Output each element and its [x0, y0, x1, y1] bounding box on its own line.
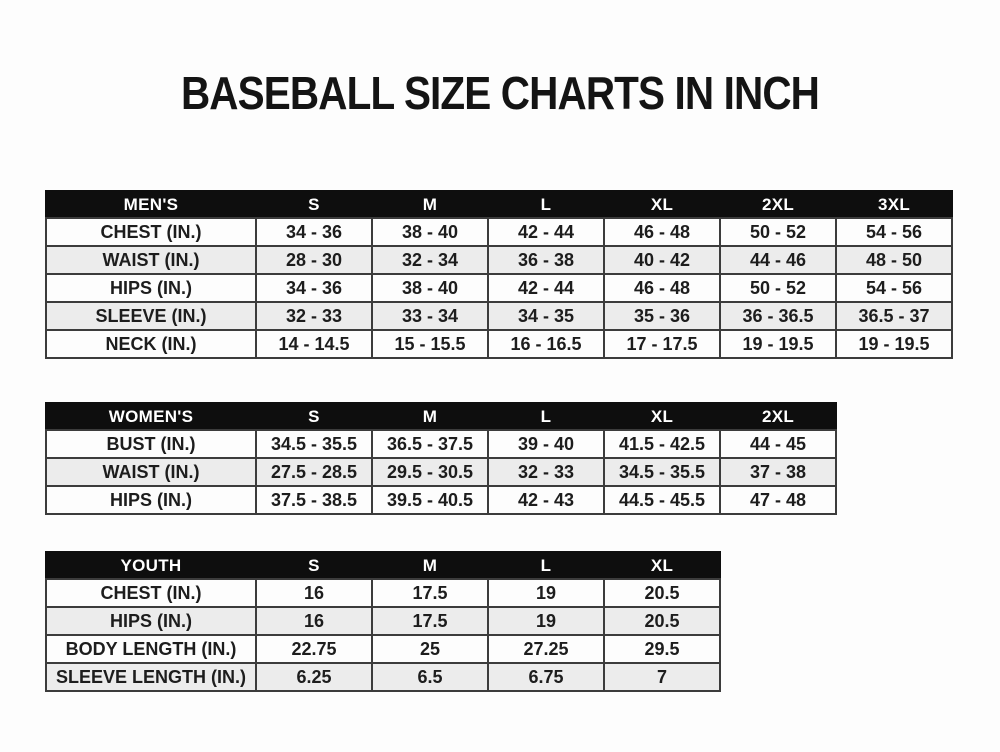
row-label: BODY LENGTH (IN.) [46, 635, 256, 663]
table-title-cell: MEN'S [46, 191, 256, 218]
size-value-cell: 44.5 - 45.5 [604, 486, 720, 514]
size-column-header: 2XL [720, 403, 836, 430]
size-value-cell: 44 - 46 [720, 246, 836, 274]
youth-size-table [45, 551, 721, 692]
size-value-cell: 17.5 [372, 579, 488, 607]
row-label: HIPS (IN.) [46, 607, 256, 635]
measurement-row [46, 330, 952, 358]
size-value-cell: 50 - 52 [720, 218, 836, 246]
size-value-cell: 16 [256, 579, 372, 607]
table-title-cell: YOUTH [46, 552, 256, 579]
size-value-cell: 19 - 19.5 [720, 330, 836, 358]
size-value-cell: 38 - 40 [372, 218, 488, 246]
size-value-cell: 19 - 19.5 [836, 330, 952, 358]
size-value-cell: 44 - 45 [720, 430, 836, 458]
size-value-cell: 15 - 15.5 [372, 330, 488, 358]
size-value-cell: 47 - 48 [720, 486, 836, 514]
measurement-row [46, 579, 720, 607]
size-value-cell: 16 - 16.5 [488, 330, 604, 358]
size-column-header: S [256, 403, 372, 430]
size-value-cell: 36 - 38 [488, 246, 604, 274]
size-value-cell: 39 - 40 [488, 430, 604, 458]
measurement-row [46, 246, 952, 274]
size-value-cell: 17 - 17.5 [604, 330, 720, 358]
womens-size-table [45, 402, 837, 515]
size-value-cell: 41.5 - 42.5 [604, 430, 720, 458]
measurement-row [46, 486, 836, 514]
size-value-cell: 7 [604, 663, 720, 691]
size-value-cell: 37.5 - 38.5 [256, 486, 372, 514]
size-value-cell: 27.5 - 28.5 [256, 458, 372, 486]
measurement-row [46, 218, 952, 246]
size-value-cell: 35 - 36 [604, 302, 720, 330]
size-value-cell: 22.75 [256, 635, 372, 663]
row-label: CHEST (IN.) [46, 579, 256, 607]
size-value-cell: 32 - 33 [256, 302, 372, 330]
row-label: SLEEVE LENGTH (IN.) [46, 663, 256, 691]
measurement-row [46, 635, 720, 663]
size-header-row [46, 552, 720, 579]
size-value-cell: 37 - 38 [720, 458, 836, 486]
size-value-cell: 14 - 14.5 [256, 330, 372, 358]
size-value-cell: 17.5 [372, 607, 488, 635]
size-column-header: L [488, 552, 604, 579]
size-value-cell: 29.5 - 30.5 [372, 458, 488, 486]
table-title-cell: WOMEN'S [46, 403, 256, 430]
size-value-cell: 16 [256, 607, 372, 635]
row-label: SLEEVE (IN.) [46, 302, 256, 330]
size-value-cell: 36 - 36.5 [720, 302, 836, 330]
size-value-cell: 19 [488, 579, 604, 607]
size-value-cell: 38 - 40 [372, 274, 488, 302]
size-column-header: 2XL [720, 191, 836, 218]
size-value-cell: 20.5 [604, 607, 720, 635]
size-value-cell: 29.5 [604, 635, 720, 663]
measurement-row [46, 663, 720, 691]
row-label: CHEST (IN.) [46, 218, 256, 246]
size-column-header: L [488, 403, 604, 430]
measurement-row [46, 430, 836, 458]
size-value-cell: 54 - 56 [836, 274, 952, 302]
size-value-cell: 6.75 [488, 663, 604, 691]
size-value-cell: 25 [372, 635, 488, 663]
size-value-cell: 6.25 [256, 663, 372, 691]
size-column-header: S [256, 191, 372, 218]
measurement-row [46, 274, 952, 302]
size-value-cell: 19 [488, 607, 604, 635]
size-column-header: S [256, 552, 372, 579]
size-value-cell: 33 - 34 [372, 302, 488, 330]
measurement-row [46, 302, 952, 330]
size-value-cell: 46 - 48 [604, 274, 720, 302]
size-value-cell: 34 - 36 [256, 274, 372, 302]
size-value-cell: 42 - 44 [488, 218, 604, 246]
row-label: WAIST (IN.) [46, 246, 256, 274]
size-value-cell: 54 - 56 [836, 218, 952, 246]
size-value-cell: 20.5 [604, 579, 720, 607]
row-label: WAIST (IN.) [46, 458, 256, 486]
size-value-cell: 42 - 44 [488, 274, 604, 302]
size-value-cell: 50 - 52 [720, 274, 836, 302]
row-label: HIPS (IN.) [46, 486, 256, 514]
size-column-header: M [372, 552, 488, 579]
row-label: HIPS (IN.) [46, 274, 256, 302]
size-value-cell: 27.25 [488, 635, 604, 663]
size-header-row [46, 191, 952, 218]
size-value-cell: 36.5 - 37.5 [372, 430, 488, 458]
row-label: BUST (IN.) [46, 430, 256, 458]
size-value-cell: 39.5 - 40.5 [372, 486, 488, 514]
size-value-cell: 28 - 30 [256, 246, 372, 274]
size-value-cell: 34 - 36 [256, 218, 372, 246]
size-value-cell: 46 - 48 [604, 218, 720, 246]
size-value-cell: 48 - 50 [836, 246, 952, 274]
measurement-row [46, 458, 836, 486]
size-column-header: L [488, 191, 604, 218]
row-label: NECK (IN.) [46, 330, 256, 358]
size-column-header: XL [604, 191, 720, 218]
measurement-row [46, 607, 720, 635]
size-value-cell: 34.5 - 35.5 [604, 458, 720, 486]
size-column-header: M [372, 191, 488, 218]
size-value-cell: 32 - 34 [372, 246, 488, 274]
size-value-cell: 36.5 - 37 [836, 302, 952, 330]
size-column-header: XL [604, 403, 720, 430]
size-column-header: XL [604, 552, 720, 579]
size-value-cell: 42 - 43 [488, 486, 604, 514]
size-value-cell: 40 - 42 [604, 246, 720, 274]
mens-size-table [45, 190, 953, 359]
size-value-cell: 6.5 [372, 663, 488, 691]
size-value-cell: 32 - 33 [488, 458, 604, 486]
size-column-header: 3XL [836, 191, 952, 218]
page-title: BASEBALL SIZE CHARTS IN INCH [180, 67, 820, 119]
size-header-row [46, 403, 836, 430]
size-column-header: M [372, 403, 488, 430]
size-value-cell: 34 - 35 [488, 302, 604, 330]
size-value-cell: 34.5 - 35.5 [256, 430, 372, 458]
